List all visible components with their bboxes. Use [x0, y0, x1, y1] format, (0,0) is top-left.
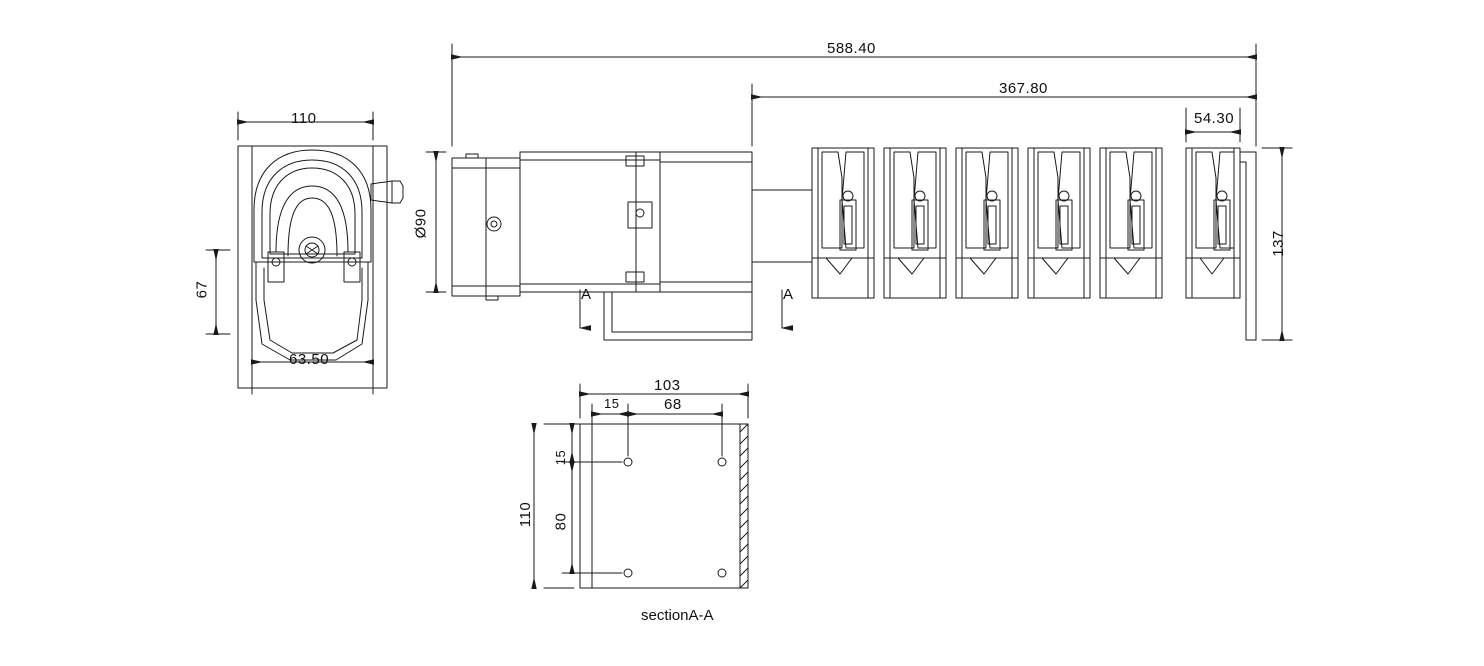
section-marker-right: A: [783, 286, 794, 303]
dim-plate-hole-spacing-x: 68: [664, 396, 682, 413]
side-view-motor-geometry: [452, 152, 812, 340]
dim-front-view-base-width: 63.50: [289, 351, 330, 368]
dim-plate-width: 103: [654, 377, 681, 394]
dim-single-head-width: 54.30: [1194, 110, 1235, 127]
dim-overall-length: 588.40: [827, 40, 876, 57]
dim-head-height: 137: [1269, 230, 1287, 257]
dim-motor-diameter: Ø90: [412, 208, 430, 239]
dim-plate-height: 110: [517, 501, 535, 528]
dim-front-view-height: 67: [193, 280, 211, 299]
dim-plate-hole-offset-x: 15: [604, 396, 620, 411]
section-caption: sectionA-A: [641, 607, 714, 624]
dim-plate-hole-spacing-y: 80: [552, 512, 570, 531]
section-marker-left: A: [581, 286, 592, 303]
pump-head-stack-geometry: [812, 148, 1256, 340]
dim-head-assembly-length: 367.80: [999, 80, 1048, 97]
dim-plate-hole-offset-y: 15: [553, 449, 569, 466]
overall-dimension-lines: [452, 44, 1292, 340]
dim-front-view-width: 110: [291, 110, 317, 127]
section-dimension-lines: [534, 384, 748, 588]
section-a-a-geometry: [580, 424, 748, 588]
